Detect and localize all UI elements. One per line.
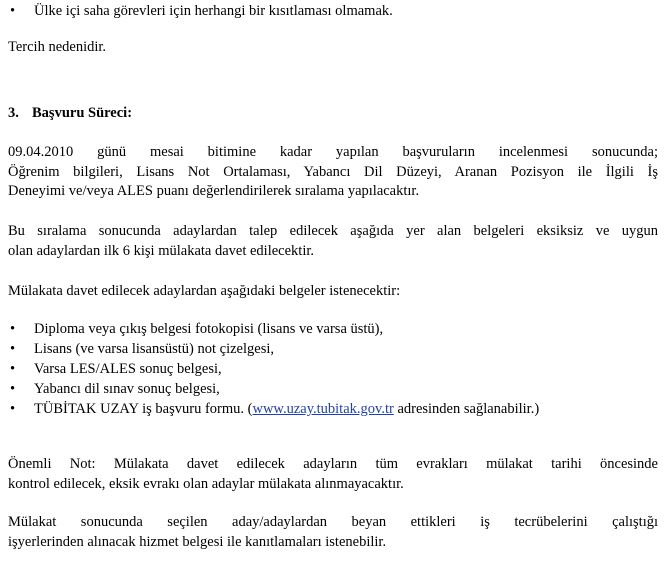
paragraph-line: Deneyimi ve/veya ALES puanı değerlendirilerek sıralama yapılacaktır.	[8, 183, 420, 199]
list-item	[8, 2, 658, 22]
website-link[interactable]: www.uzay.tubitak.gov.tr	[252, 401, 394, 417]
list-item	[8, 360, 658, 380]
application-form-suffix: adresinden sağlanabilir.)	[393, 401, 540, 417]
paragraph-line: Mülakat sonucunda seçilen aday/adaylardan beyan ettikleri iş tecrübelerini çalıştığı	[8, 514, 658, 530]
paragraph-invitation	[8, 222, 658, 261]
bullet-marker: •	[10, 361, 16, 377]
list-item	[8, 340, 658, 360]
paragraph-line: olan adaylardan ilk 6 kişi mülakata davet edilecektir.	[8, 242, 315, 259]
list-item	[8, 320, 658, 340]
preference-note: Tercih nedenidir.	[8, 39, 107, 55]
section-title: Başvuru Süreci:	[32, 105, 133, 121]
paragraph-line: 09.04.2010 günü mesai bitimine kadar yapılan başvuruların incelenmesi sonucunda;	[8, 144, 658, 160]
paragraph-line: kontrol edilecek, eksik evrakı olan adaylar mülakata alınmayacaktır.	[8, 475, 404, 492]
list-item	[8, 380, 658, 400]
paragraph-verification	[8, 513, 658, 552]
bullet-marker: •	[10, 341, 16, 357]
document-item: Lisans (ve varsa lisansüstü) not çizelgesi,	[34, 341, 274, 357]
important-note	[8, 455, 658, 494]
paragraph-line: Öğrenim bilgileri, Lisans Not Ortalaması, Yabancı Dil Düzeyi, Aranan Pozisyon ile İlgili İş	[8, 163, 658, 180]
bullet-marker: •	[10, 401, 16, 417]
paragraph-line: Bu sıralama sonucunda adaylardan talep edilecek aşağıda yer alan belgeleri eksiksiz ve uygun	[8, 223, 658, 239]
bullet-marker: •	[10, 321, 16, 337]
section-heading	[8, 104, 658, 124]
paragraph-line: Önemli Not: Mülakata davet edilecek adayların tüm evrakları mülakat tarihi öncesinde	[8, 456, 658, 472]
list-item	[8, 400, 658, 420]
requirement-text: Ülke içi saha görevleri için herhangi bir kısıtlaması olmamak.	[34, 3, 393, 19]
document-item	[34, 400, 539, 420]
bullet-marker: •	[10, 3, 16, 19]
documents-intro: Mülakata davet edilecek adaylardan aşağıdaki belgeler istenecektir:	[8, 283, 401, 299]
document-item: Yabancı dil sınav sonuç belgesi,	[34, 381, 220, 397]
section-number: 3.	[8, 105, 19, 121]
document-item: Varsa LES/ALES sonuç belgesi,	[34, 361, 222, 377]
paragraph-ranking	[8, 143, 658, 202]
document-item: Diploma veya çıkış belgesi fotokopisi (lisans ve varsa üstü),	[34, 321, 384, 337]
paragraph-line: işyerlerinden alınacak hizmet belgesi ile kanıtlamaları istenebilir.	[8, 533, 387, 550]
application-form-text: TÜBİTAK UZAY iş başvuru formu. (	[34, 401, 253, 417]
bullet-marker: •	[10, 381, 16, 397]
